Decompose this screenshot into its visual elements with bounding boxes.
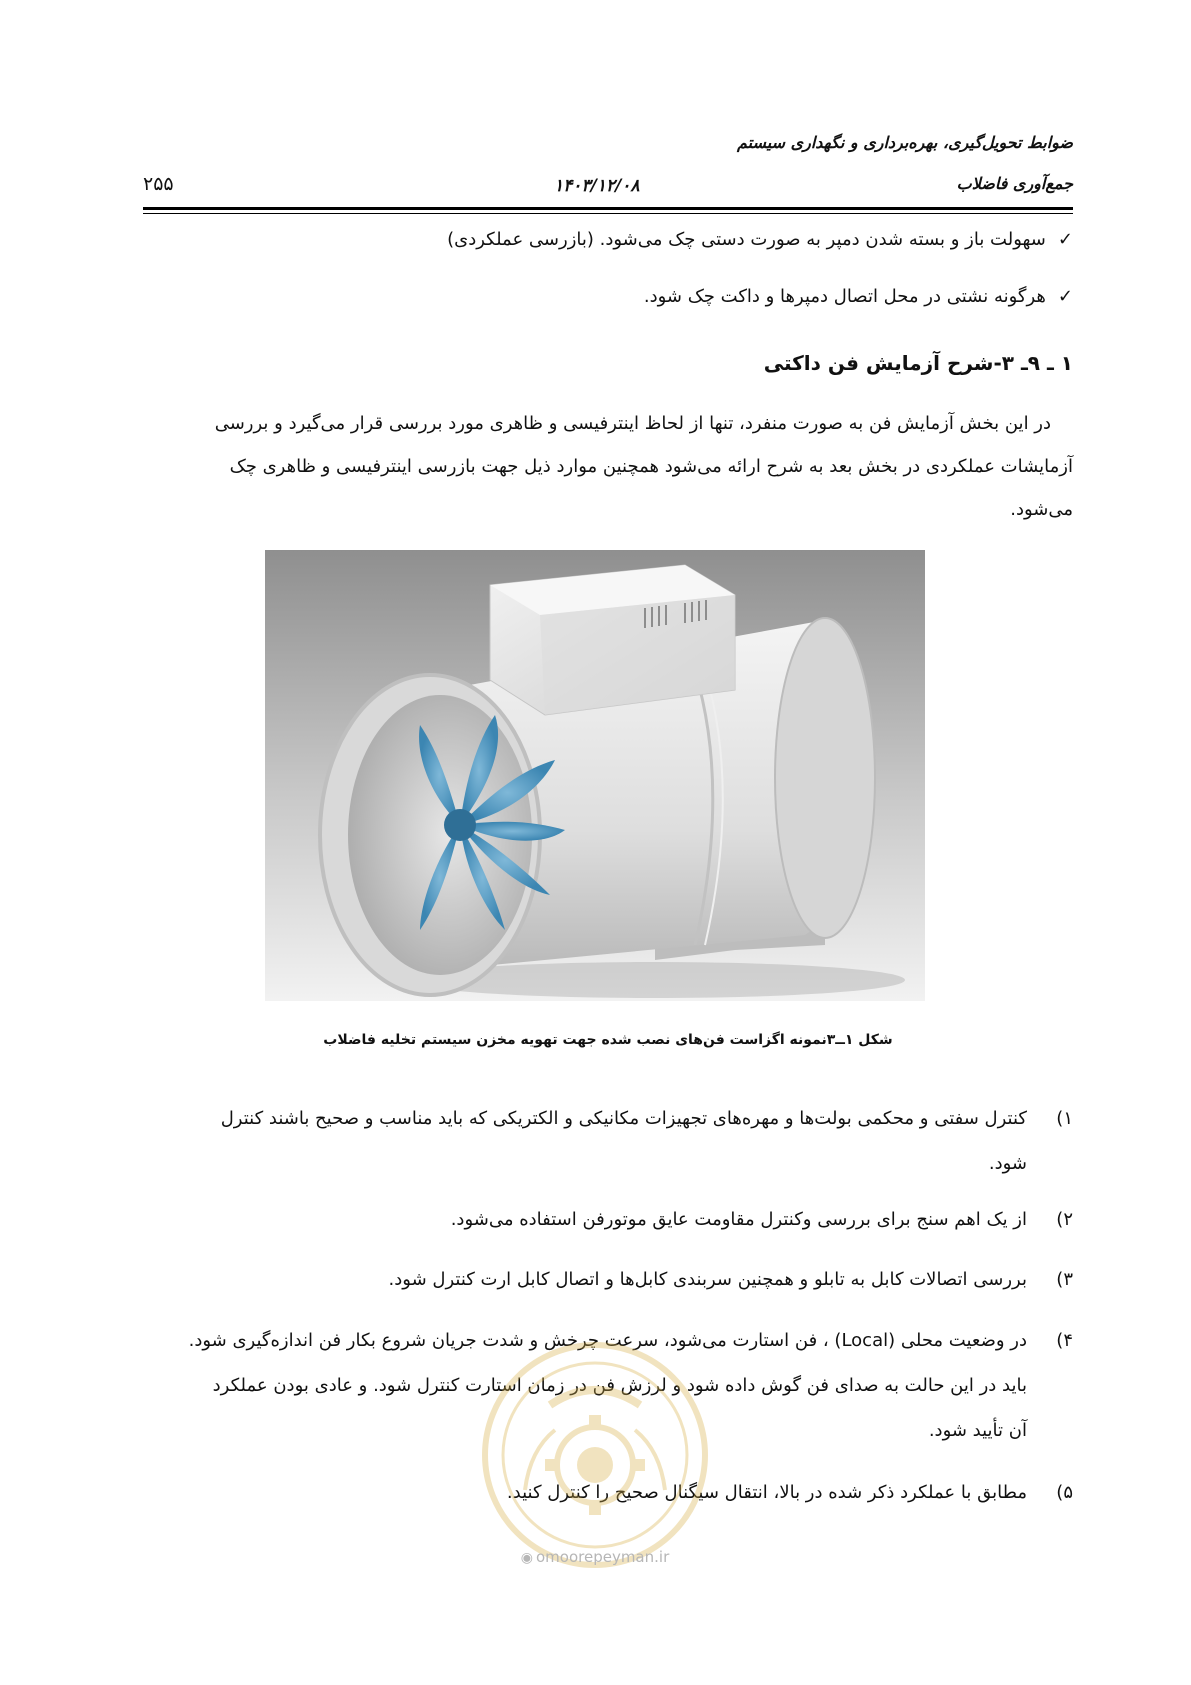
list-item	[143, 1197, 1073, 1242]
list-item-number: ۲)	[1056, 1209, 1073, 1230]
list-item-line: از یک اهم سنج برای بررسی وکنترل مقاومت عایق موتورفن استفاده می‌شود.	[450, 1209, 1027, 1230]
paragraph-line: می‌شود.	[1010, 499, 1073, 520]
watermark-stamp-logo	[470, 1330, 720, 1580]
list-item-line: شود.	[988, 1153, 1027, 1174]
checkmark-icon: ✓	[1057, 286, 1073, 307]
checklist-item	[644, 286, 1073, 307]
list-item-line: کنترل سفتی و محکمی بولت‌ها و مهره‌های تجهیزات مکانیکی و الکتریکی که باید مناسب و صحیح باشند کنترل	[220, 1108, 1027, 1129]
list-item	[143, 1257, 1073, 1302]
header-date: ۱۴۰۳/۱۲/۰۸	[554, 176, 640, 196]
section-heading: ۱ ـ ۹ـ ۳-شرح آزمایش فن داکتی	[763, 351, 1073, 375]
list-item	[143, 1096, 1073, 1186]
list-item-number: ۵)	[1056, 1482, 1073, 1503]
list-item-number: ۳)	[1056, 1269, 1073, 1290]
list-item-line: باید در این حالت به صدای فن گوش داده شود و لرزش فن در زمان استارت کنترل شود. و عادی بودن عملکرد	[212, 1375, 1027, 1396]
checkmark-icon: ✓	[1057, 229, 1073, 250]
section-paragraph	[143, 402, 1073, 531]
header-rule-thick	[143, 207, 1073, 210]
list-item-number: ۴)	[1056, 1330, 1073, 1351]
checklist-item-text: سهولت باز و بسته شدن دمپر به صورت دستی چک می‌شود. (بازرسی عملکردی)	[447, 229, 1046, 250]
list-item-line: در وضعیت محلی (Local) ، فن استارت می‌شود، سرعت چرخش و شدت جریان شروع بکار فن اندازه‌گیری شود.	[188, 1330, 1027, 1351]
watermark-site	[470, 1548, 720, 1566]
list-item-line: مطابق با عملکرد ذکر شده در بالا، انتقال سیگنال صحیح را کنترل کنید.	[506, 1482, 1027, 1503]
paragraph-line: در این بخش آزمایش فن به صورت منفرد، تنها از لحاظ اینترفیسی و ظاهری مورد بررسی قرار می‌گیرد و بررسی	[214, 413, 1051, 434]
header-rule-thin	[143, 213, 1073, 214]
list-item-line: بررسی اتصالات کابل به تابلو و همچنین سربندی کابل‌ها و اتصال کابل ارت کنترل شود.	[388, 1269, 1027, 1290]
header-title-line1: ضوابط تحویل‌گیری، بهره‌برداری و نگهداری سیستم	[737, 133, 1073, 152]
page-number: ۲۵۵	[143, 173, 174, 195]
watermark-site-text: omoorepeyman.ir	[535, 1548, 670, 1566]
list-item-number: ۱)	[1056, 1108, 1073, 1129]
header-title-line2: جمع‌آوری فاضلاب	[956, 174, 1073, 193]
checklist-item	[447, 229, 1073, 250]
watermark-globe-icon: ◉	[520, 1550, 533, 1566]
list-item-line: آن تأیید شود.	[928, 1420, 1027, 1441]
duct-fan-photo	[265, 550, 925, 1001]
paragraph-line: آزمایشات عملکردی در بخش بعد به شرح ارائه می‌شود همچنین موارد ذیل جهت بازرسی اینترفیسی و ظاهری چک	[229, 456, 1073, 477]
checklist-item-text: هرگونه نشتی در محل اتصال دمپرها و داکت چک شود.	[643, 286, 1046, 307]
figure-caption: شکل ۱ــ۳نمونه اگزاست فن‌های نصب شده جهت تهویه مخزن سیستم تخلیه فاضلاب	[323, 1032, 893, 1048]
